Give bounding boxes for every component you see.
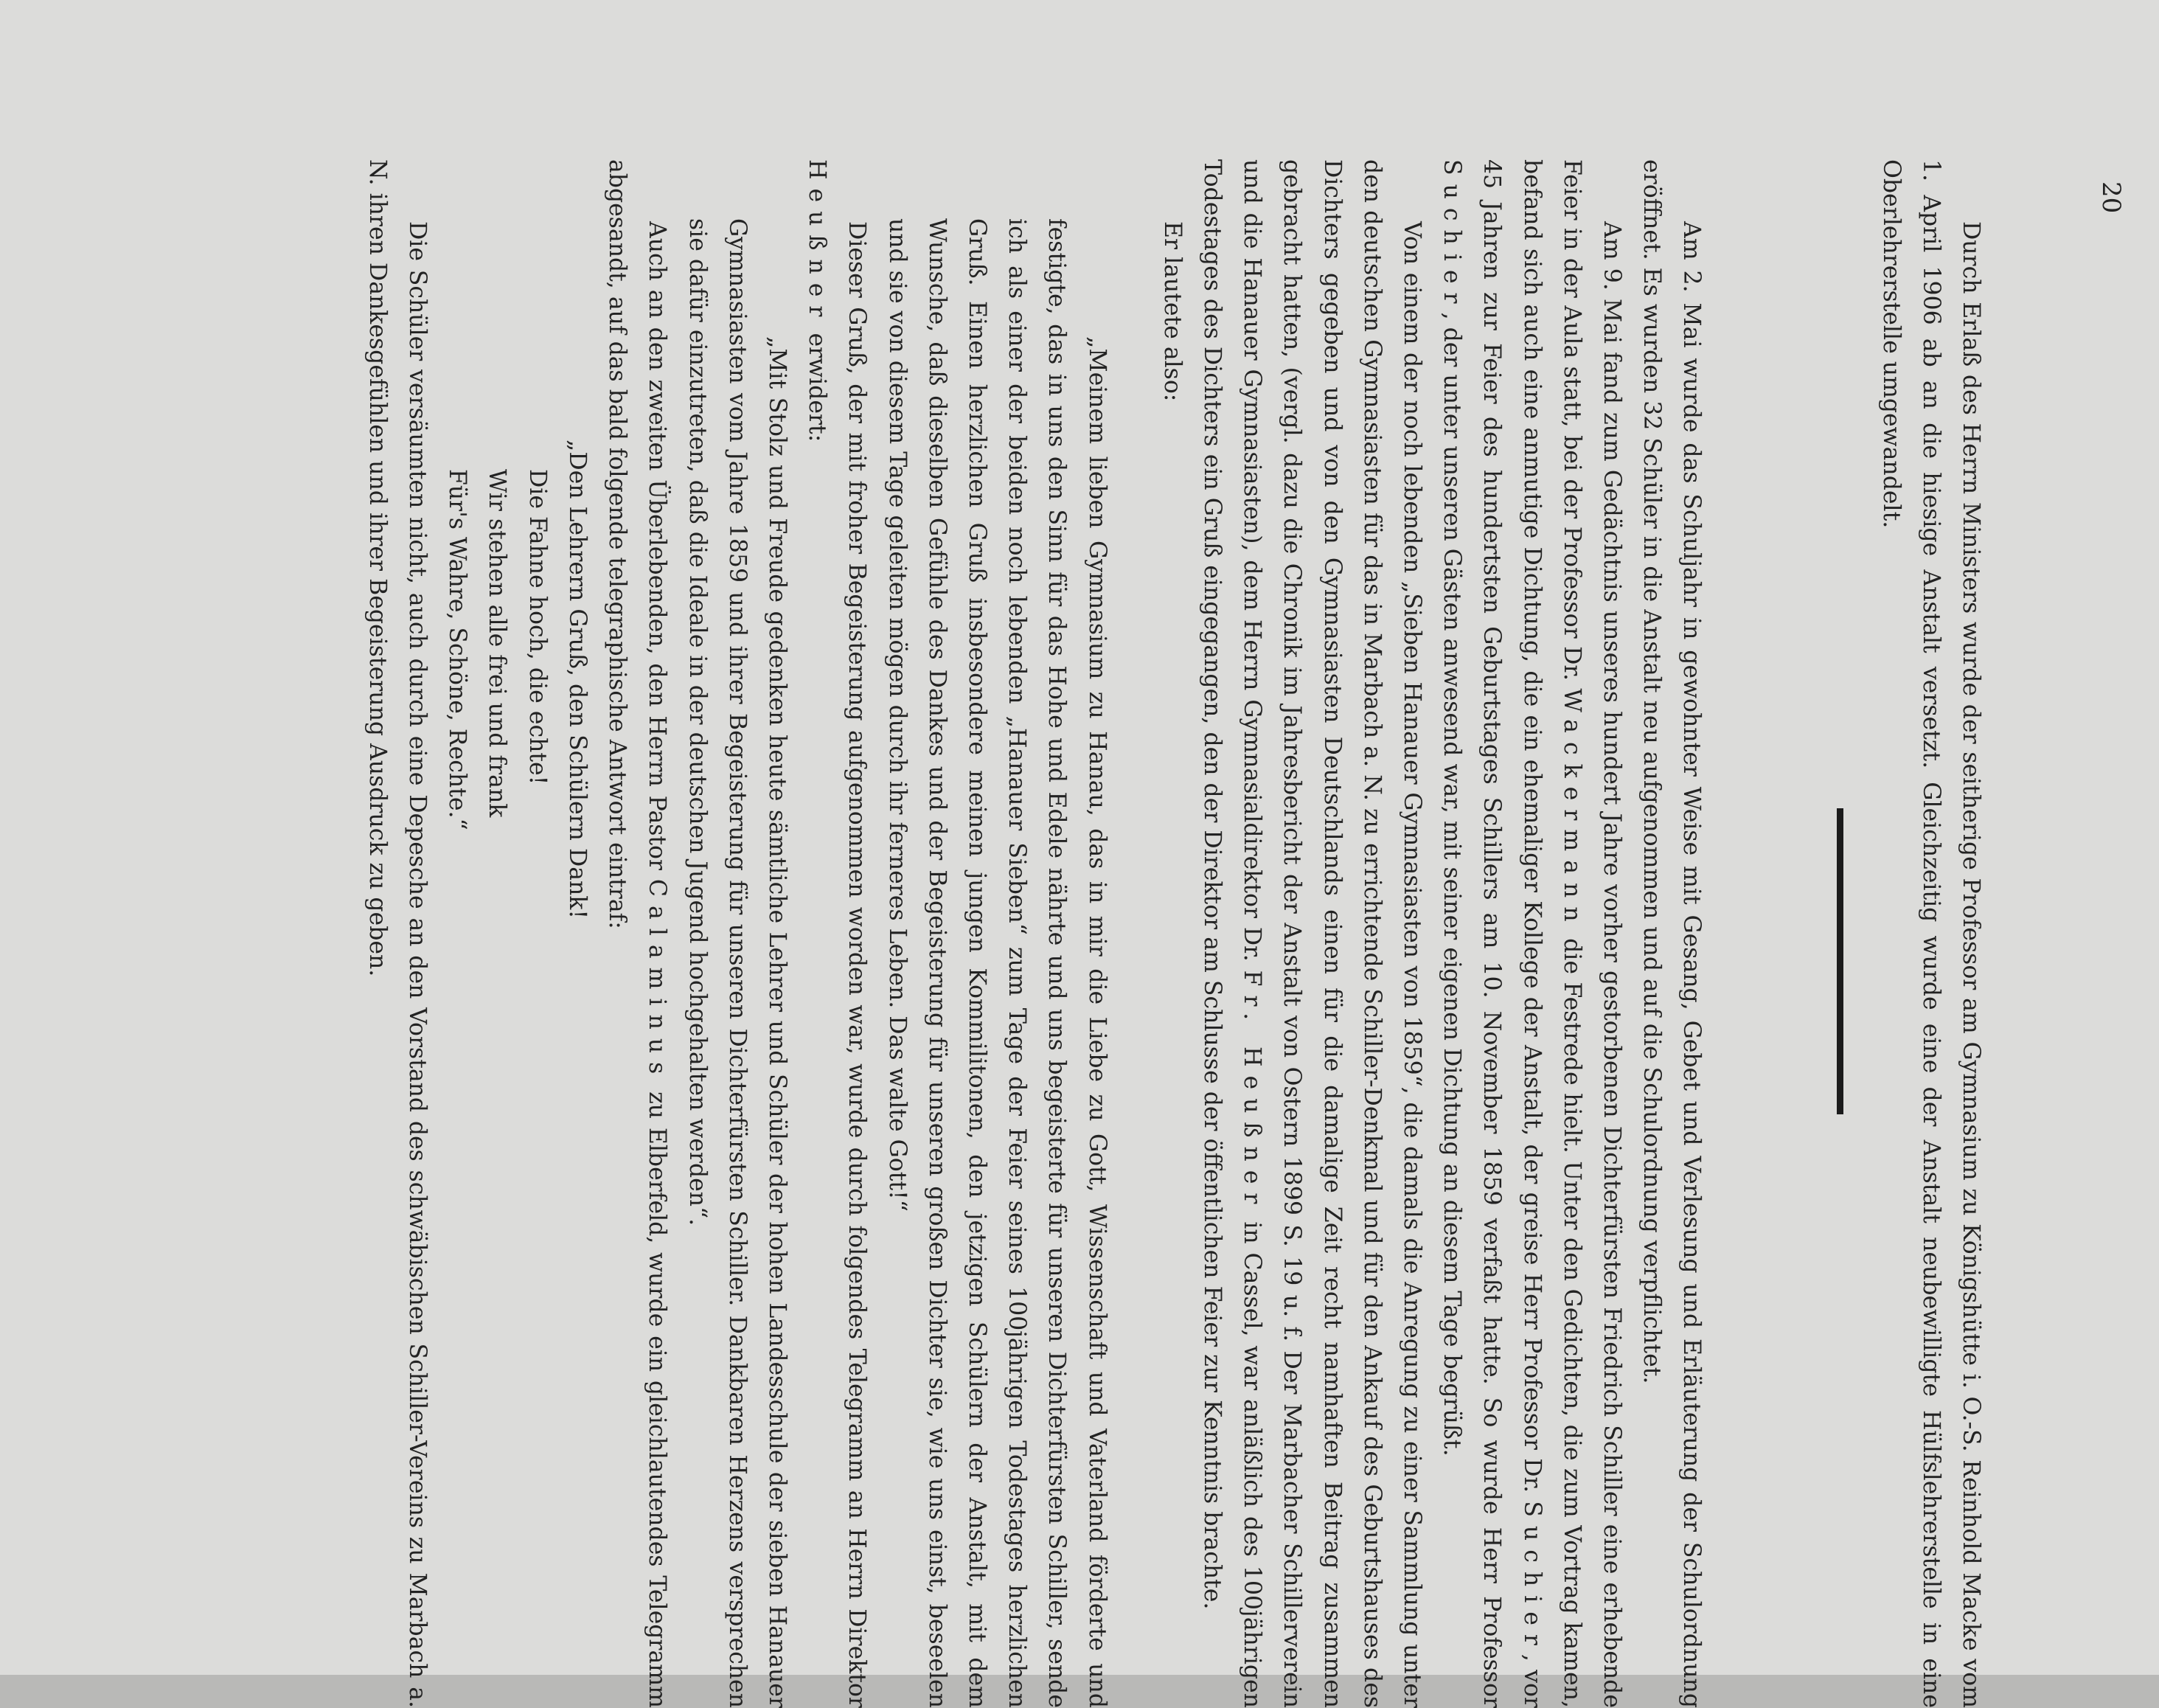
section-divider xyxy=(1837,808,1843,1114)
quote-gruss-text: „Meinem lieben Gymnasium zu Hanau, das in mir die Liebe zu Gott, Wissenschaft und Vaterland förderte und festigte, das in uns den Sinn für das Hohe und Edele nährte und uns begeisterte für unseren Dichterfürsten Schiller, sende ich als einer der beiden noch lebenden „Hanauer Sieben“ zum Tage der Feier seines 100jährigen Todestages herzlichen Gruß. Einen herzlichen Gruß insbesondere meinen jungen Kommilitonen, den jetzigen Schülern der Anstalt, mit dem Wunsche, daß dieselben Gefühle des Dankes und der Begeisterung für unseren großen Dichter sie, wie uns einst, beseelen und sie von diesem Tage geleiten mögen durch ihr ferneres Leben. Das walte Gott!“ xyxy=(883,218,1110,1708)
paragraph-intro xyxy=(1871,159,1991,1708)
paragraph-hanauer-gymnasiasten xyxy=(1192,159,1432,1708)
text-run: die Festrede hielt. Unter den Gedichten, die zum Vortrag kamen, befand sich auch eine anmutige Dichtung, die ein ehemaliger Kollege der Anstalt, der greise Herr Professor Dr. xyxy=(1518,159,1585,1708)
paragraph-school-year-text: Am 2. Mai wurde das Schuljahr in gewohnter Weise mit Gesang, Gebet und Verlesung und Erläuterung der Schulordnung eröffnet. Es wurden 32 Schüler in die Anstalt neu aufgenommen und auf die Schulordnung verpflichtet. xyxy=(1638,159,1706,1708)
poem-reply xyxy=(437,440,597,1708)
poem-line: Für's Wahre, Schöne, Rechte.“ xyxy=(444,469,471,830)
name-calaminus: Calaminus xyxy=(644,878,671,1083)
paragraph-school-year xyxy=(1632,159,1711,1708)
text-run: Er lautete also: xyxy=(1158,221,1186,402)
text-run: , der unter unseren Gästen anwesend war, mit seiner eigenen Dichtung an diesem Tage begrüßt. xyxy=(1439,312,1466,1457)
paragraph-intro-text: Durch Erlaß des Herrn Ministers wurde der seitherige Professor am Gymnasium zu Königshütte i. O.-S. Reinhold Macke vom 1. April 1906 ab an die hiesige Anstalt versetzt. Gleichzeitig wurde eine der Anstalt neubewilligte Hülfslehrerstelle in eine Oberlehrerstelle umgewandelt. xyxy=(1877,159,1984,1708)
text-run: Die Schüler versäumten nicht, auch durch eine Depesche an den Vorstand des schwäbischen Schiller-Vereins zu Marbach a. N. ihren Dankesgefühlen und ihrer Begeisterung Ausdruck zu geben. xyxy=(364,159,431,1708)
quote-gruss xyxy=(877,218,1116,1708)
page-content xyxy=(0,159,2126,1708)
text-run: Auch an den zweiten Überlebenden, den Herrn Pastor xyxy=(644,221,671,879)
text-run: zu Elberfeld, wurde ein gleichlautendes Telegramm abgesandt, auf das bald folgende telegraphische Antwort eintraf: xyxy=(604,159,671,1708)
poem-line: „Den Lehrern Gruß, den Schülern Dank! xyxy=(563,440,591,920)
text-run: erwidert: xyxy=(804,325,831,442)
name-wackermann: Wackermann xyxy=(1558,688,1585,931)
text-run: , vor 45 Jahren zur Feier des hundertsten Geburtstages Schillers am 10. November 1859 verfaßt hatte. So wurde Herr Professor xyxy=(1478,159,1546,1708)
text-run: Am 9. Mai fand zum Gedächtnis unseres hundert Jahre vorher gestorbenen Dichterfürsten Friedrich Schiller eine erhebende Feier in der Aula statt, bei der Professor Dr. xyxy=(1558,159,1625,1708)
poem-line: Wir stehen alle frei und frank xyxy=(484,469,511,818)
text-run: Von einem der noch lebenden „Sieben Hanauer Gymnasiasten von 1859“, die damals die Anregung zu einer Sammlung unter den deutschen Gymnasiasten für das in Marbach a. N. zu errichtende Schiller-Denkmal und für den Ankauf des Geburtshauses des Dichters gegeben und von den Gymnasiasten Deutschlands einen für die damalige Zeit recht namhaften Beitrag zusammen gebracht hatten, (vergl. dazu die Chronik im Jahresbericht der Anstalt von Ostern 1899 S. 19 u. f. Der Marbacher Schillerverein und die Hanauer Gymnasiasten), dem Herrn Gymnasialdirektor Dr. xyxy=(1239,159,1425,1708)
quote-telegramm xyxy=(677,218,797,1708)
paragraph-calaminus xyxy=(597,159,677,1708)
paragraph-marbach xyxy=(358,159,437,1708)
page-number: 20 xyxy=(2096,181,2126,214)
text-run: in Cassel, war anläßlich des 100jährigen Todestages des Dichters ein Gruß eingegangen, den der Direktor am Schlusse der öffentlichen Feier zur Kenntnis brachte. xyxy=(1198,159,1266,1708)
text-run: Dieser Gruß, der mit froher Begeisterung aufgenommen worden war, wurde durch folgendes Telegramm an Herrn Direktor xyxy=(844,221,871,1708)
paragraph-telegramm xyxy=(797,159,877,1708)
name-suchier: Suchier xyxy=(1518,1501,1546,1654)
name-heussner: Heußner xyxy=(804,159,831,326)
name-suchier: Suchier xyxy=(1439,159,1466,313)
poem-line: Die Fahne hoch, die echte! xyxy=(524,469,551,785)
quote-telegramm-text: „Mit Stolz und Freude gedenken heute sämtliche Lehrer und Schüler der hohen Landesschule der sieben Hanauer Gymnasiasten vom Jahre 1859 und ihrer Begeisterung für unseren Dichterfürsten Schiller. Dankbaren Herzens versprechen sie dafür einzutreten, daß die Ideale in der deutschen Jugend hochgehalten werden“. xyxy=(684,218,790,1708)
name-heussner: Fr. Heußner xyxy=(1239,970,1266,1213)
paragraph-er-lautete xyxy=(1152,159,1192,1708)
paragraph-schiller-feier xyxy=(1432,159,1632,1708)
